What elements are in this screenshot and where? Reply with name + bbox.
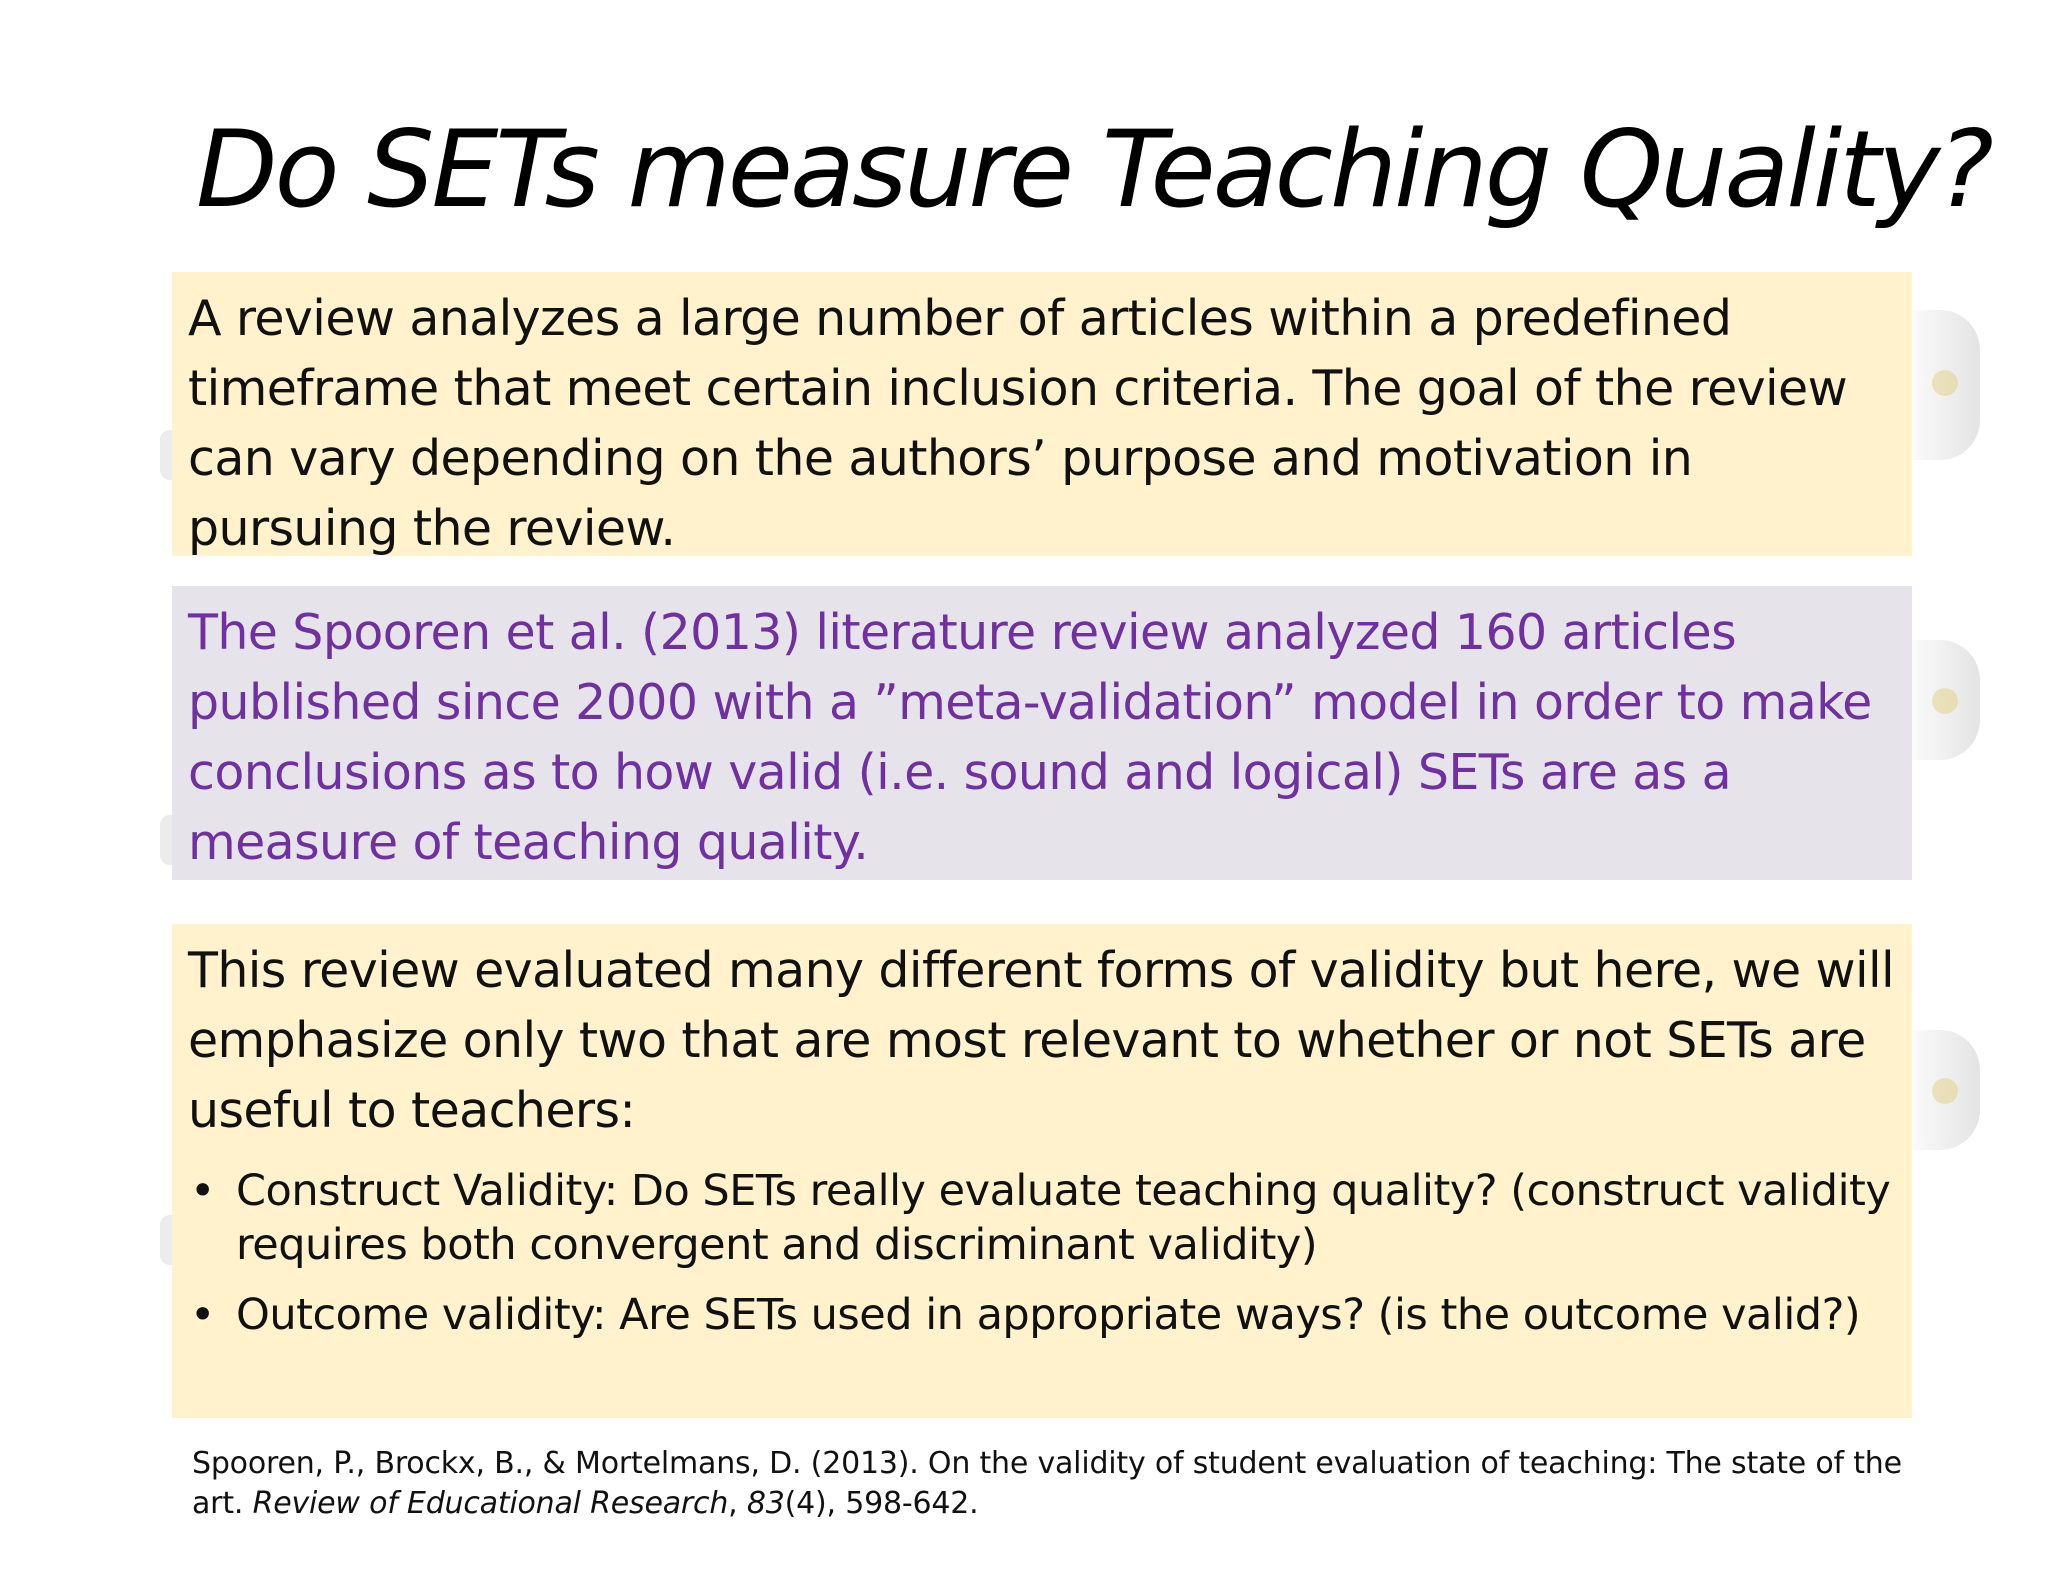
review-definition-box bbox=[172, 272, 1912, 556]
review-definition-text: A review analyzes a large number of articles within a predefined timeframe that meet certain inclusion criteria. The goal of the review can vary depending on the authors’ purpose and motivation in pursuing the review. bbox=[188, 290, 1848, 557]
bullet-text: Outcome validity: Are SETs used in appropriate ways? (is the outcome valid?) bbox=[236, 1290, 1861, 1340]
decorative-shape bbox=[1900, 1030, 1980, 1150]
bullet-icon: • bbox=[190, 1166, 215, 1216]
validity-bullet-list bbox=[188, 1164, 1896, 1342]
decorative-shape bbox=[1900, 640, 1980, 760]
citation-journal: Review of Educational Research bbox=[252, 1486, 729, 1521]
citation-authors: Spooren, P., Brockx, B., & Mortelmans, D. (2013). On the validity of student evaluation of teaching: The state of the art. bbox=[192, 1446, 1902, 1521]
citation-volume: 83 bbox=[746, 1486, 785, 1521]
bullet-outcome-validity bbox=[188, 1288, 1896, 1342]
spooren-summary-text: The Spooren et al. (2013) literature review analyzed 160 articles published since 2000 with a ”meta-validation” model in order to make conclusions as to how valid (i.e. sound and logical) SETs are as a measure of teaching quality. bbox=[188, 604, 1872, 871]
spooren-summary-box bbox=[172, 586, 1912, 880]
validity-intro-text: This review evaluated many different forms of validity but here, we will emphasize only two that are most relevant to whether or not SETs are useful to teachers: bbox=[188, 942, 1894, 1139]
decorative-dot bbox=[1932, 688, 1958, 714]
bullet-construct-validity bbox=[188, 1164, 1896, 1272]
citation-pages: (4), 598-642. bbox=[784, 1486, 979, 1521]
validity-forms-box bbox=[172, 924, 1912, 1418]
slide-title: Do SETs measure Teaching Quality? bbox=[196, 108, 1991, 231]
bullet-text: Construct Validity: Do SETs really evaluate teaching quality? (construct validity requires both convergent and discriminant validity) bbox=[236, 1166, 1891, 1270]
decorative-dot bbox=[1932, 370, 1958, 396]
reference-citation bbox=[192, 1444, 1912, 1524]
bullet-icon: • bbox=[190, 1290, 215, 1340]
decorative-dot bbox=[1932, 1078, 1958, 1104]
citation-separator: , bbox=[728, 1486, 747, 1521]
decorative-shape bbox=[1900, 310, 1980, 460]
